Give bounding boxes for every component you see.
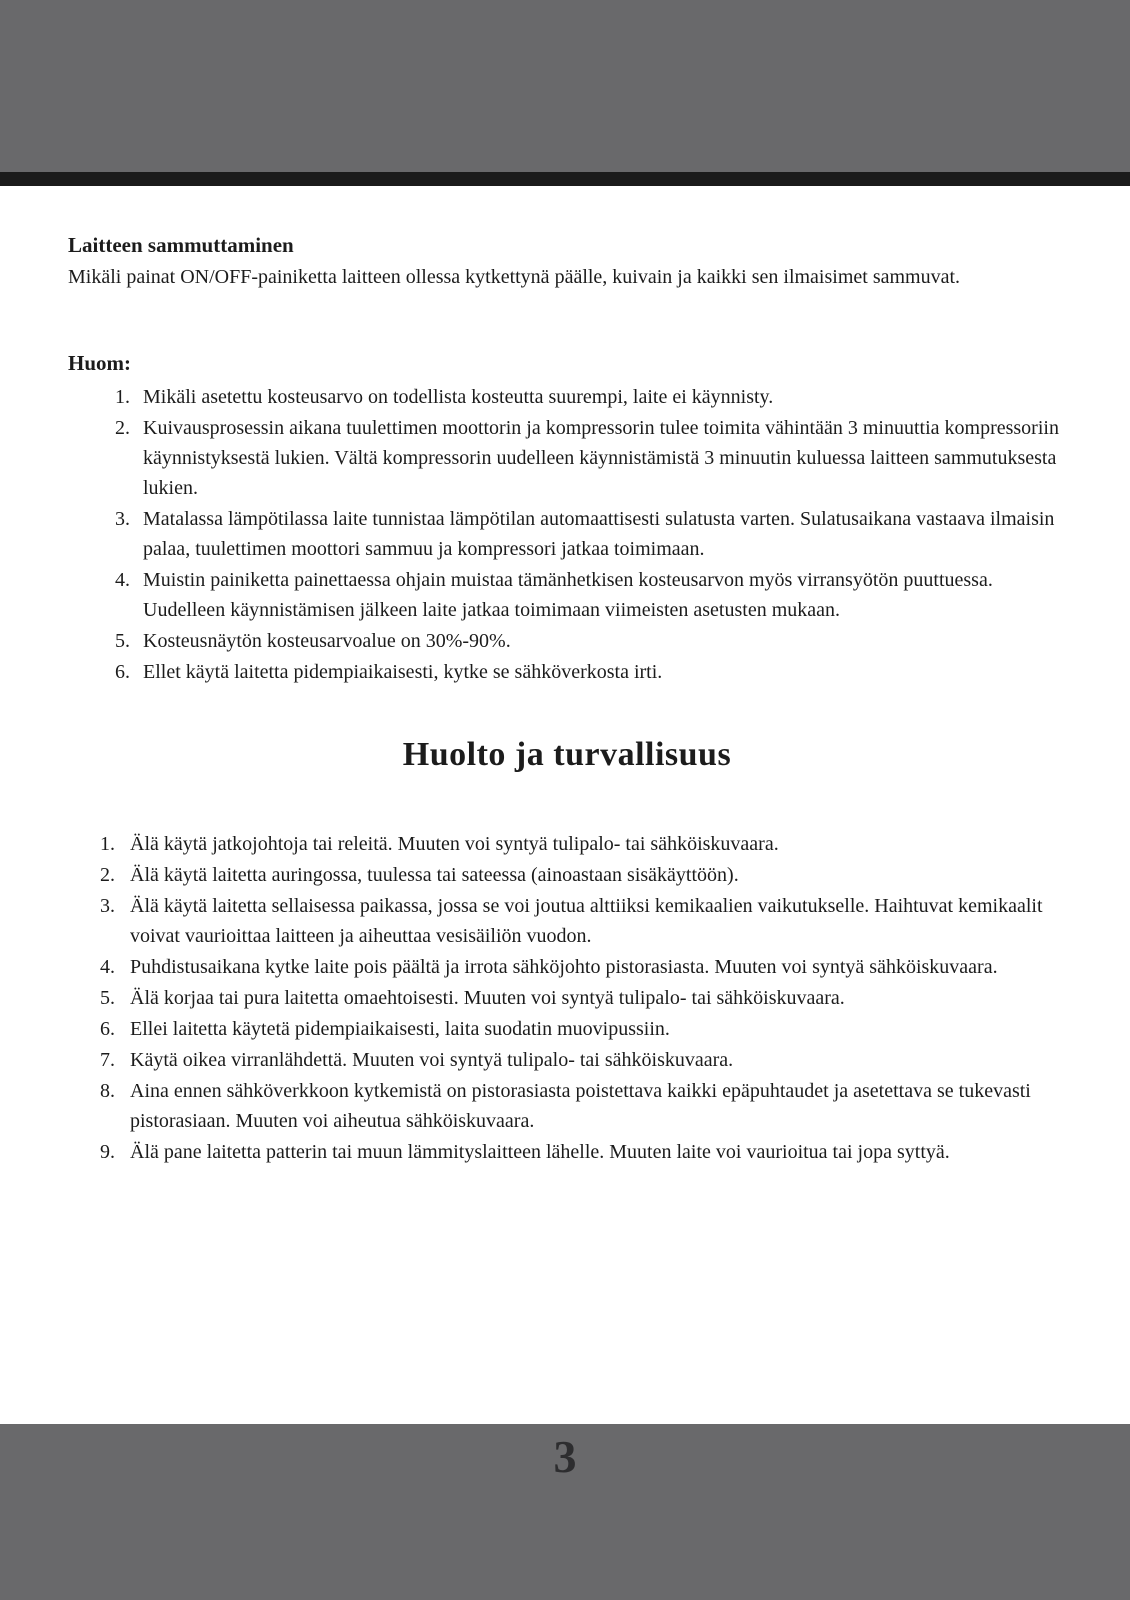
- note-list-item: 6. Ellet käytä laitetta pidempiaikaisesti, kytke se sähköverkosta irti.: [135, 657, 1066, 687]
- safety-list-item: 8. Aina ennen sähköverkkoon kytkemistä on pistorasiasta poistettava kaikki epäpuhtaudet ja asetettava se tukevasti pistorasiaan. Muuten voi aiheutua sähköiskuvaara.: [120, 1076, 1066, 1136]
- section-shutdown: [68, 230, 1066, 292]
- maintenance-title: Huolto ja turvallisuus: [402, 736, 732, 773]
- page-number: 3: [553, 1431, 577, 1482]
- safety-list-item: 4. Puhdistusaikana kytke laite pois päältä ja irrota sähköjohto pistorasiasta. Muuten voi syntyä sähköiskuvaara.: [120, 952, 1066, 982]
- note-title: Huom:: [68, 351, 131, 375]
- footer-band: [0, 1424, 1130, 1600]
- section-note: [68, 348, 1066, 687]
- section-maintenance: [68, 735, 1066, 1167]
- note-list-item: 5. Kosteusnäytön kosteusarvoalue on 30%-90%.: [135, 626, 1066, 656]
- note-list-item: 2. Kuivausprosessin aikana tuulettimen moottorin ja kompressorin tulee toimita vähintään 3 minuuttia kompressoriin käynnistyksestä lukien. Vältä kompressorin uudelleen käynnistämistä 3 minuutin kuluessa laitteen sammutuksesta lukien.: [135, 413, 1066, 503]
- safety-list-item: 2. Älä käytä laitetta auringossa, tuulessa tai sateessa (ainoastaan sisäkäyttöön).: [120, 860, 1066, 890]
- shutdown-title: Laitteen sammuttaminen: [68, 233, 294, 257]
- safety-list-item: 3. Älä käytä laitetta sellaisessa paikassa, jossa se voi joutua alttiiksi kemikaalien vaikutukselle. Haihtuvat kemikaalit voivat vaurioittaa laitteen ja aiheuttaa vesisäiliön vuodon.: [120, 891, 1066, 951]
- note-list-item: 4. Muistin painiketta painettaessa ohjain muistaa tämänhetkisen kosteusarvon myös virransyötön puuttuessa. Uudelleen käynnistämisen jälkeen laite jatkaa toimimaan viimeisten asetusten mukaan.: [135, 565, 1066, 625]
- safety-list-item: 5. Älä korjaa tai pura laitetta omaehtoisesti. Muuten voi syntyä tulipalo- tai sähköiskuvaara.: [120, 983, 1066, 1013]
- safety-list-item: 6. Ellei laitetta käytetä pidempiaikaisesti, laita suodatin muovipussiin.: [120, 1014, 1066, 1044]
- note-list-item: 3. Matalassa lämpötilassa laite tunnistaa lämpötilan automaattisesti sulatusta varten. Sulatusaikana vastaava ilmaisin palaa, tuulettimen moottori sammuu ja kompressori jatkaa toimimaan.: [135, 504, 1066, 564]
- page-content: [0, 186, 1130, 1424]
- safety-list-item: 7. Käytä oikea virranlähdettä. Muuten voi syntyä tulipalo- tai sähköiskuvaara.: [120, 1045, 1066, 1075]
- note-list-item: 1. Mikäli asetettu kosteusarvo on todellista kosteutta suurempi, laite ei käynnisty.: [135, 382, 1066, 412]
- safety-list: [68, 829, 1066, 1167]
- safety-list-item: 9. Älä pane laitetta patterin tai muun lämmityslaitteen lähelle. Muuten laite voi vaurioitua tai jopa syttyä.: [120, 1137, 1066, 1167]
- safety-list-item: 1. Älä käytä jatkojohtoja tai releitä. Muuten voi syntyä tulipalo- tai sähköiskuvaara.: [120, 829, 1066, 859]
- header-band: [0, 0, 1130, 172]
- note-list: [68, 382, 1066, 687]
- shutdown-body: Mikäli painat ON/OFF-painiketta laitteen ollessa kytkettynä päälle, kuivain ja kaikki sen ilmaisimet sammuvat.: [68, 266, 961, 288]
- header-divider-strip: [0, 172, 1130, 186]
